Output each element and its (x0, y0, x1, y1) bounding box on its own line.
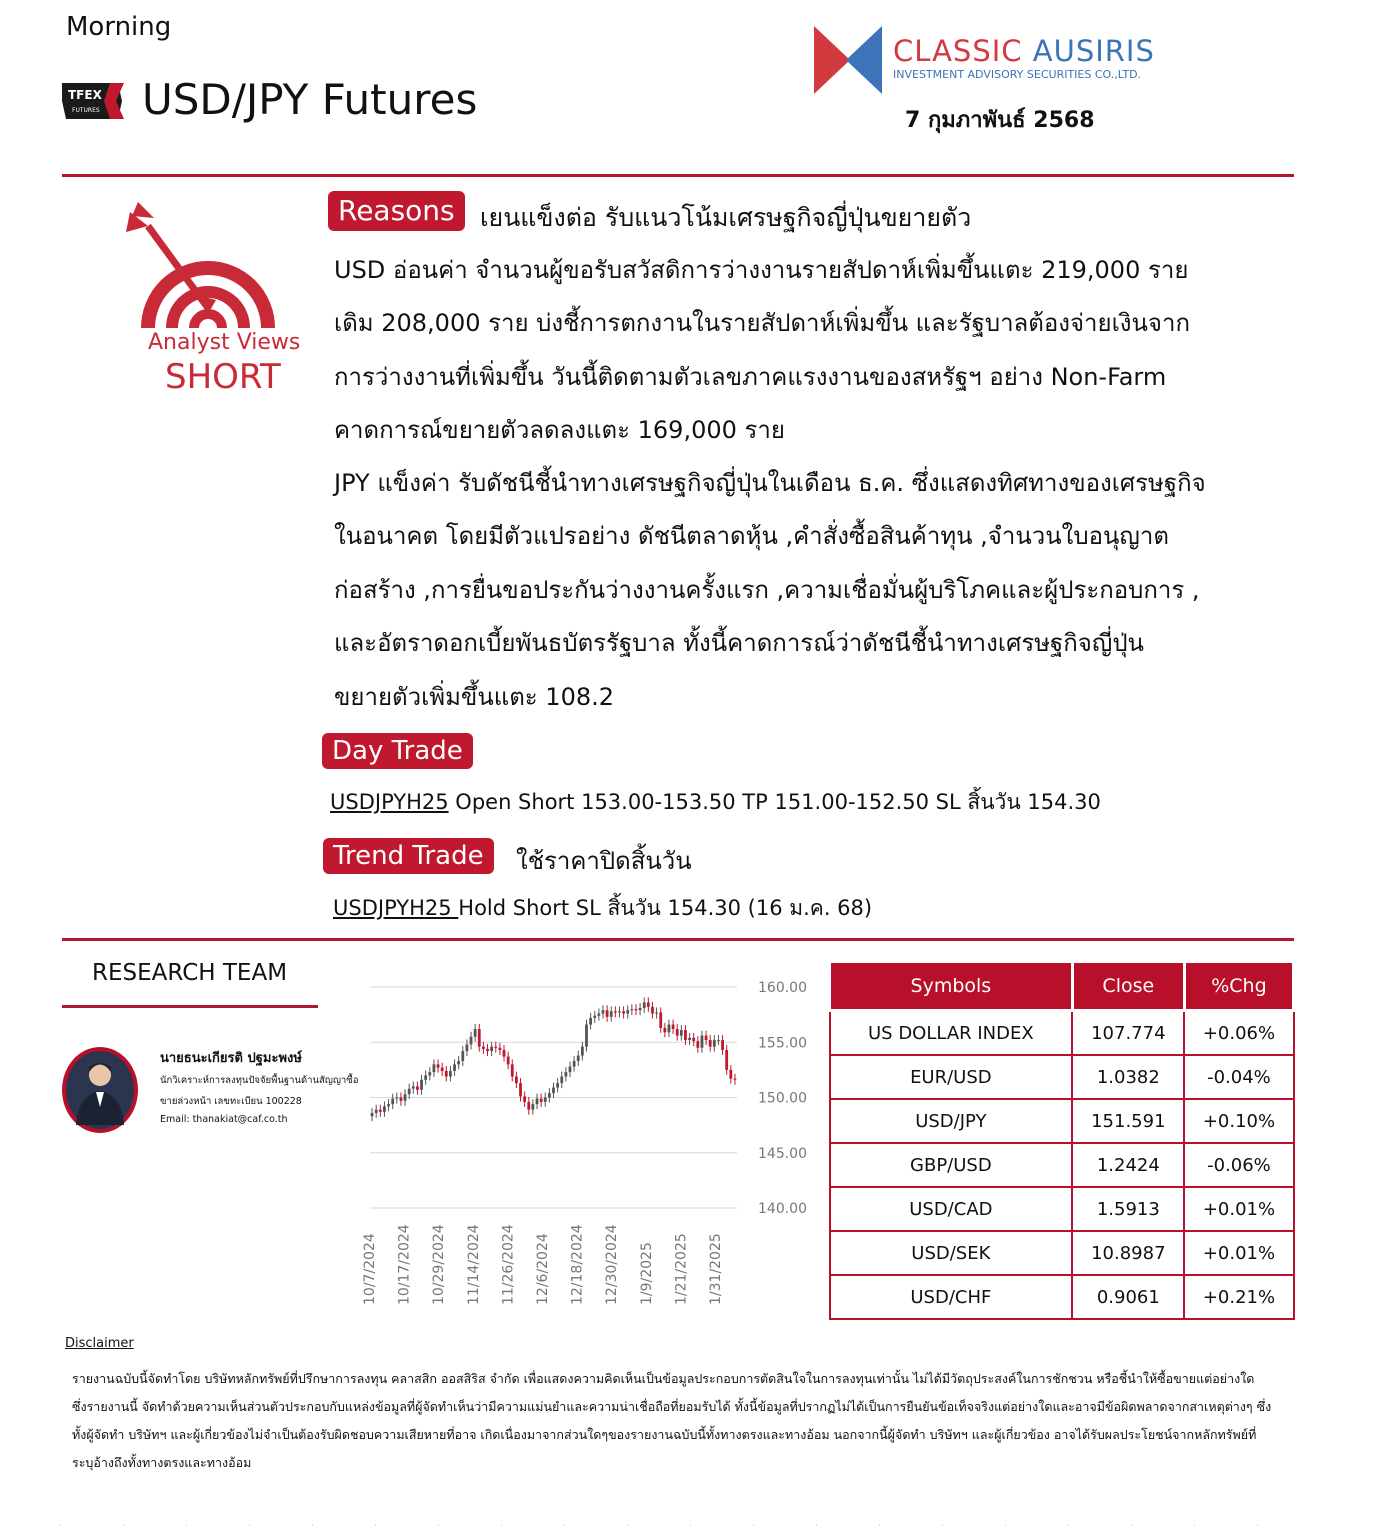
brand-name (893, 34, 1155, 68)
y-tick-label: 150.00 (758, 1090, 807, 1107)
trend-trade-recommendation (333, 892, 872, 925)
research-team-rule (62, 1005, 318, 1008)
paragraph-line: ในอนาคต โดยมีตัวแปรอย่าง ดัชนีตลาดหุ้น ,คำสั่งซื้อสินค้าทุน ,จำนวนใบอนุญาต (334, 522, 1169, 551)
trend-trade-text: Hold Short SL สิ้นวัน 154.30 (16 ม.ค. 68) (458, 896, 873, 920)
paragraph-line: การว่างงานที่เพิ่มขึ้น วันนี้ติดตามตัวเลขภาคแรงงานของสหรัฐฯ อย่าง Non-Farm (334, 362, 1167, 391)
candle-body (705, 1036, 708, 1040)
candle-body (470, 1037, 473, 1045)
candle-body (635, 1009, 638, 1010)
candle-body (371, 1113, 374, 1116)
candle-body (404, 1094, 407, 1101)
reasons-headline: เยนแข็งต่อ รับแนวโน้มเศรษฐกิจญี่ปุ่นขยายตัว (480, 203, 972, 232)
candle-body (461, 1051, 464, 1061)
cell-close: 1.0382 (1072, 1055, 1184, 1099)
divider-top (62, 174, 1294, 177)
analyst-name: นายธนะเกียรติ ปฐมะพงษ์ (160, 1051, 302, 1066)
candle-body (709, 1040, 712, 1047)
candle-body (445, 1071, 448, 1077)
candle-body (412, 1086, 415, 1088)
y-tick-label: 140.00 (758, 1201, 807, 1217)
candle-body (544, 1098, 547, 1102)
candle-body (486, 1049, 489, 1051)
analyst-license: ขายล่วงหน้า เลขทะเบียน 100228 (160, 1096, 302, 1107)
candle-body (498, 1048, 501, 1050)
column-header-symbols: Symbols (830, 962, 1073, 1011)
candle-body (696, 1041, 699, 1048)
disclaimer-title: Disclaimer (65, 1336, 134, 1351)
candle-body (680, 1030, 683, 1036)
disclaimer-body: รายงานฉบับนี้จัดทำโดย บริษัทหลักทรัพย์ที่ปรึกษาการลงทุน คลาสสิก ออสสิริส จำกัด เพื่อแสดงความคิดเห็นเป็นข้อมูลประกอบการตัดสินใจในการลงทุนเท่านั้น ไม่ได้มีวัตถุประสงค์ในการชักชวน หรือชี้นำให้ซื้อขายแต่อย่างใด ซึ่งรายงานนี้ จัดทำด้วยความเห็นส่วนตัวประกอบกับแหล่งข้อมูลที่ผู้จัดทำเห็นว่ามีความแม่นยำและความน่าเชื่อถือที่ยอมรับได้ ทั้งนี้ข้อมูลที่ปรากฏไม่ได้เป็นการยืนยันข้อเท็จจริงแต่อย่างใดและอาจมีข้อผิดพลาดจากสาเหตุต่างๆ ซึ่งทั้งผู้จัดทำ บริษัทฯ และผู้เกี่ยวข้องไม่จำเป็นต้องรับผิดชอบความเสียหายที่อาจ เกิดเนื่องมาจากส่วนใดๆของรายงานฉบับนี้ทั้งทางตรงและทางอ้อม นอกจากนี้ผู้จัดทำ บริษัทฯ และผู้เกี่ยวข้อง อาจได้รับผลประโยชน์จากหลักทรัพย์ที่ระบุอ้างถึงทั้งทางตรงและทางอ้อม (72, 1371, 1272, 1470)
candle-body (606, 1010, 609, 1017)
candle-body (416, 1086, 419, 1089)
candle-body (663, 1028, 666, 1032)
cell-change: +0.06% (1184, 1011, 1293, 1056)
x-tick-label: 12/18/2024 (569, 1224, 586, 1305)
cell-symbol: USD/SEK (830, 1231, 1073, 1275)
candle-body (540, 1099, 543, 1102)
candle-body (651, 1007, 654, 1014)
brand-subtitle: INVESTMENT ADVISORY SECURITIES CO.,LTD. (893, 68, 1142, 81)
candle-body (655, 1012, 658, 1013)
classic-ausiris-logo (812, 24, 884, 96)
x-tick-label: 11/26/2024 (500, 1224, 517, 1305)
x-tick-label: 10/29/2024 (431, 1224, 448, 1305)
reasons-paragraph-usd (334, 244, 1190, 458)
trend-trade-tag: Trend Trade (323, 838, 494, 874)
candle-body (734, 1079, 737, 1080)
cell-symbol: USD/CAD (830, 1187, 1073, 1231)
candle-body (548, 1093, 551, 1097)
candle-body (593, 1016, 596, 1018)
candle-body (400, 1098, 403, 1101)
x-tick-label: 11/14/2024 (465, 1224, 482, 1305)
day-trade-text: Open Short 153.00-153.50 TP 151.00-152.50 SL สิ้นวัน 154.30 (448, 790, 1101, 814)
table-row (830, 1275, 1294, 1319)
candle-body (560, 1077, 563, 1084)
candle-body (474, 1029, 477, 1037)
candle-body (618, 1011, 621, 1012)
analyst-views-label: Analyst Views (148, 330, 301, 355)
y-tick-label: 155.00 (758, 1035, 807, 1052)
candle-body (482, 1047, 485, 1049)
candle-body (408, 1089, 411, 1095)
reasons-paragraph-jpy (334, 457, 1206, 724)
candle-body (466, 1044, 469, 1051)
cell-symbol: USD/CHF (830, 1275, 1073, 1319)
trend-trade-note: ใช้ราคาปิดสิ้นวัน (516, 847, 692, 875)
x-tick-label: 12/6/2024 (535, 1233, 551, 1305)
candle-body (420, 1080, 423, 1090)
candle-body (589, 1018, 592, 1025)
candle-body (729, 1070, 732, 1079)
trend-trade-symbol: USDJPYH25 (333, 896, 459, 920)
cell-symbol: USD/JPY (830, 1099, 1073, 1143)
candle-body (643, 1002, 646, 1008)
candle-body (391, 1099, 394, 1105)
candle-body (639, 1008, 642, 1010)
x-tick-label: 1/21/2025 (673, 1233, 690, 1305)
paragraph-line: ขยายตัวเพิ่มขึ้นแตะ 108.2 (334, 682, 615, 711)
candle-body (449, 1071, 452, 1077)
candle-body (614, 1011, 617, 1012)
candle-body (610, 1011, 613, 1017)
cell-close: 10.8987 (1072, 1231, 1184, 1275)
report-date: 7 กุมภาพันธ์ 2568 (905, 108, 1095, 133)
cell-change: -0.04% (1184, 1055, 1293, 1099)
candle-body (478, 1029, 481, 1047)
day-trade-symbol: USDJPYH25 (330, 790, 449, 814)
candle-body (630, 1009, 633, 1010)
candle-body (573, 1061, 576, 1067)
candle-body (676, 1029, 679, 1036)
cell-change: +0.21% (1184, 1275, 1293, 1319)
candle-body (564, 1072, 567, 1076)
table-row (830, 1011, 1294, 1056)
tfex-logo-text: TFEX (68, 88, 102, 102)
table-row (830, 1231, 1294, 1275)
candle-body (387, 1104, 390, 1106)
x-tick-label: 12/30/2024 (604, 1224, 621, 1305)
candle-body (424, 1075, 427, 1079)
candle-body (511, 1064, 514, 1076)
candle-body (713, 1040, 716, 1047)
candle-body (717, 1040, 720, 1041)
cell-close: 1.2424 (1072, 1143, 1184, 1187)
candle-body (503, 1050, 506, 1057)
candle-body (647, 1002, 650, 1006)
cell-change: +0.01% (1184, 1187, 1293, 1231)
candle-body (515, 1077, 518, 1084)
research-team-title: RESEARCH TEAM (92, 960, 288, 986)
brand-name-part2: AUSIRIS (1032, 34, 1155, 68)
analyst-avatar (60, 1045, 140, 1135)
candle-body (375, 1110, 378, 1113)
cell-symbol: GBP/USD (830, 1143, 1073, 1187)
candle-body (701, 1036, 704, 1048)
candle-body (490, 1047, 493, 1051)
day-trade-recommendation (330, 786, 1101, 819)
divider-middle (62, 938, 1294, 941)
candle-body (602, 1010, 605, 1013)
candle-body (725, 1050, 728, 1070)
cell-change: +0.01% (1184, 1231, 1293, 1275)
candle-body (453, 1064, 456, 1071)
paragraph-line: และอัตราดอกเบี้ยพันธบัตรรัฐบาล ทั้งนี้คาดการณ์ว่าดัชนีชี้นำทางเศรษฐกิจญี่ปุ่น (334, 629, 1144, 658)
table-row (830, 1187, 1294, 1231)
x-tick-label: 1/31/2025 (708, 1233, 724, 1305)
candle-body (622, 1011, 625, 1013)
candle-body (684, 1030, 687, 1040)
cell-symbol: US DOLLAR INDEX (830, 1011, 1073, 1056)
column-header-close: Close (1072, 962, 1184, 1011)
candle-body (672, 1025, 675, 1029)
candle-body (597, 1014, 600, 1016)
day-trade-tag: Day Trade (322, 733, 473, 769)
x-tick-label: 1/9/2025 (638, 1242, 655, 1305)
candle-body (569, 1067, 572, 1073)
cell-close: 107.774 (1072, 1011, 1184, 1056)
x-tick-label: 10/7/2024 (362, 1233, 378, 1305)
candle-body (577, 1056, 580, 1062)
cell-close: 151.591 (1072, 1099, 1184, 1143)
candle-body (519, 1083, 522, 1096)
cell-change: +0.10% (1184, 1099, 1293, 1143)
candle-body (395, 1098, 398, 1099)
candle-body (626, 1010, 629, 1013)
edition-label: Morning (66, 12, 172, 42)
candle-body (457, 1061, 460, 1064)
candle-body (437, 1064, 440, 1067)
paragraph-line: JPY แข็งค่า รับดัชนีชี้นำทางเศรษฐกิจญี่ปุ่นในเดือน ธ.ค. ซึ่งแสดงทิศทางของเศรษฐกิจ (334, 469, 1206, 497)
analyst-email: Email: thanakiat@caf.co.th (160, 1114, 288, 1125)
table-row (830, 1055, 1294, 1099)
candle-body (659, 1012, 662, 1027)
paragraph-line: คาดการณ์ขยายตัวลดลงแตะ 169,000 ราย (334, 416, 785, 445)
footer-dotted-rule (60, 1520, 1320, 1530)
tfex-logo-sub: FUTURES (72, 107, 100, 114)
candle-body (383, 1106, 386, 1112)
candle-body (523, 1096, 526, 1102)
quotes-table (828, 960, 1295, 1320)
table-header-row (830, 962, 1294, 1011)
candle-body (721, 1040, 724, 1050)
usdjpy-candlestick-chart (355, 965, 825, 1315)
page-title: USD/JPY Futures (142, 75, 478, 124)
reasons-tag: Reasons (328, 191, 465, 231)
cell-close: 1.5913 (1072, 1187, 1184, 1231)
y-tick-label: 145.00 (758, 1145, 807, 1162)
candle-body (692, 1038, 695, 1041)
candle-body (536, 1099, 539, 1105)
paragraph-line: เดิม 208,000 ราย บ่งชี้การตกงานในรายสัปดาห์เพิ่มขึ้น และรัฐบาลต้องจ่ายเงินจาก (334, 309, 1190, 338)
candle-body (494, 1047, 497, 1048)
table-row (830, 1099, 1294, 1143)
candle-body (531, 1104, 534, 1110)
tfex-logo (58, 79, 126, 123)
candle-body (585, 1025, 588, 1047)
brand-name-part1: CLASSIC (893, 34, 1023, 68)
candle-body (379, 1110, 382, 1112)
column-header-change: %Chg (1184, 962, 1293, 1011)
analyst-role: นักวิเคราะห์การลงทุนปัจจัยพื้นฐานด้านสัญญาซื้อ (160, 1075, 359, 1086)
x-tick-label: 10/17/2024 (396, 1224, 413, 1305)
candle-body (581, 1047, 584, 1056)
candle-body (433, 1064, 436, 1072)
candle-body (688, 1038, 691, 1040)
candle-body (428, 1072, 431, 1075)
analyst-stance: SHORT (165, 357, 281, 397)
candle-body (552, 1088, 555, 1094)
candle-body (556, 1083, 559, 1087)
cell-close: 0.9061 (1072, 1275, 1184, 1319)
cell-symbol: EUR/USD (830, 1055, 1073, 1099)
candle-body (668, 1025, 671, 1033)
paragraph-line: ก่อสร้าง ,การยื่นขอประกันว่างงานครั้งแรก ,ความเชื่อมั่นผู้บริโภคและผู้ประกอบการ , (334, 575, 1200, 604)
candle-body (527, 1102, 530, 1110)
paragraph-line: USD อ่อนค่า จำนวนผู้ขอรับสวัสดิการว่างงานรายสัปดาห์เพิ่มขึ้นแตะ 219,000 ราย (334, 256, 1189, 284)
candle-body (441, 1068, 444, 1071)
y-tick-label: 160.00 (758, 980, 807, 996)
candle-body (507, 1057, 510, 1065)
cell-change: -0.06% (1184, 1143, 1293, 1187)
table-row (830, 1143, 1294, 1187)
